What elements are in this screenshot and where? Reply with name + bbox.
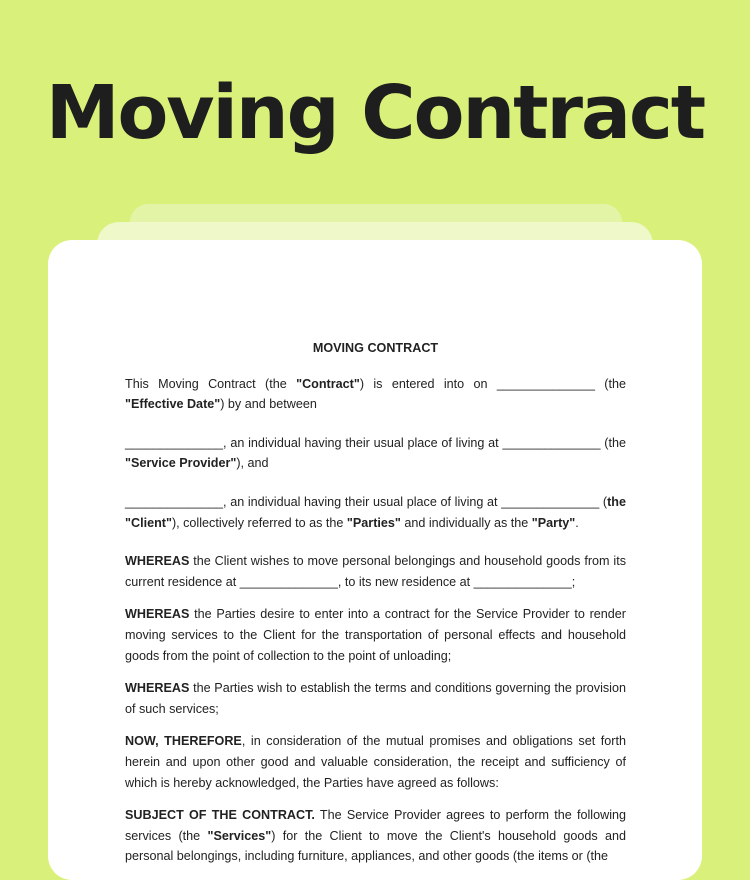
now-therefore-paragraph: NOW, THEREFORE, in consideration of the mutual promises and obligations set forth herein and upon other good and valuable consideration, the receipt and sufficiency of which is hereby acknowledged, the Parties have agreed as follows: (125, 734, 627, 790)
client-paragraph: ______________, an individual having their usual place of living at ______________ (the "Client"), collectively referred to as the "Parties" and individually as the "Party". (125, 494, 626, 530)
document-body (125, 338, 626, 867)
whereas-paragraph-2: WHEREAS the Parties desire to enter into a contract for the Service Provider to render moving services to the Client for the transportation of personal effects and household goods from the point of collection to the point of unloading; (125, 607, 626, 663)
service-provider-paragraph: ______________, an individual having their usual place of living at ______________ (the "Service Provider"), and (125, 435, 626, 471)
page-title: Moving Contract (45, 70, 705, 156)
subject-of-contract-paragraph: SUBJECT OF THE CONTRACT. The Service Provider agrees to perform the following services (the "Services") for the Client to move the Client's household goods and personal belongings, including furniture, appliances, and other goods (the items or (the (125, 808, 626, 864)
intro-paragraph: This Moving Contract (the "Contract") is entered into on ______________ (the "Effective Date") by and between (125, 376, 626, 412)
document-preview (48, 240, 702, 880)
whereas-paragraph-1: WHEREAS the Client wishes to move personal belongings and household goods from its current residence at ______________, to its new residence at ______________; (125, 554, 626, 589)
document-heading: MOVING CONTRACT (312, 341, 439, 355)
whereas-paragraph-3: WHEREAS the Parties wish to establish the terms and conditions governing the provision of such services; (125, 681, 626, 716)
